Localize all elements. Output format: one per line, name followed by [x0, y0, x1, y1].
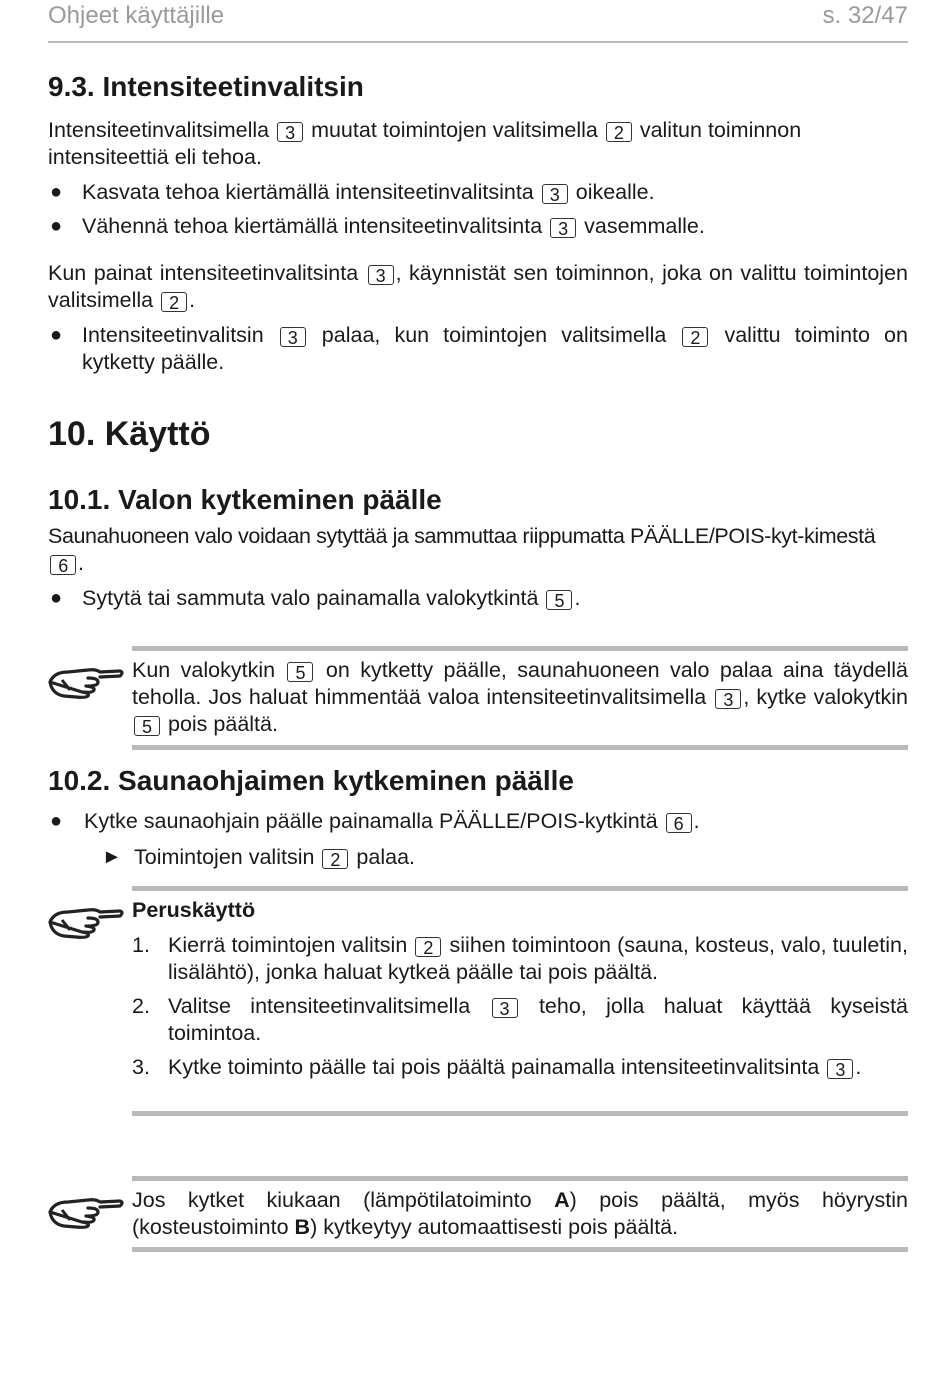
note-light-text: Kun valokytkin 5 on kytketty päälle, saunahuoneen valo palaa aina täydellä teholla. Jos haluat himmentää valoa intensiteetinvalitsimella 3 , kytke valokytkin 5 pois päältä.	[132, 658, 909, 737]
heading-10-2: 10.2. Saunaohjaimen kytkeminen päälle	[48, 765, 574, 796]
manual-page	[48, 0, 909, 1239]
key-2: 2	[161, 292, 187, 312]
key-5: 5	[546, 590, 572, 610]
key-3: 3	[277, 122, 303, 142]
key-3: 3	[715, 689, 741, 709]
key-6: 6	[666, 813, 692, 833]
result-arrow-icon: ►	[102, 846, 122, 868]
key-3: 3	[280, 327, 306, 347]
pointing-hand-icon	[48, 900, 124, 940]
s93-bullet-3: ● Intensiteetinvalitsin 3 palaa, kun toimintojen valitsimella 2 valittu toiminto on kytketty päälle.	[50, 323, 908, 374]
s93-paragraph-1: Intensiteetinvalitsimella 3 muutat toimintojen valitsimella 2 valitun toiminnon intensiteettiä eli tehoa.	[48, 118, 802, 169]
bullet-icon: ●	[50, 587, 63, 609]
note-heater	[48, 1176, 908, 1252]
s102-result: ► Toimintojen valitsin 2 palaa.	[102, 845, 416, 870]
bullet-icon: ●	[50, 324, 63, 346]
note-heater-text: Jos kytket kiukaan (lämpötilatoiminto A) pois päältä, myös höyrystin (kosteustoiminto B) kytkeytyy automaattisesti pois päältä.	[132, 1188, 908, 1239]
step-1: 1. Kierrä toimintojen valitsin 2 siihen toimintoon (sauna, kosteus, valo, tuuletin, lisälähtö), jonka haluat kytkeä päälle tai pois päältä.	[132, 933, 908, 984]
page-number: s. 32/47	[822, 2, 908, 29]
pointing-hand-icon	[48, 660, 124, 700]
s101-bullet: ● Sytytä tai sammuta valo painamalla valokytkintä 5 .	[50, 586, 581, 611]
key-2: 2	[322, 849, 348, 869]
page-header	[48, 0, 908, 43]
pointing-hand-icon	[48, 1190, 124, 1230]
step-3: 3. Kytke toiminto päälle tai pois päältä painamalla intensiteetinvalitsinta 3 .	[132, 1055, 862, 1080]
key-3: 3	[827, 1059, 853, 1079]
key-3: 3	[368, 265, 394, 285]
heading-9-3: 9.3. Intensiteetinvalitsin	[48, 71, 364, 102]
note-light	[48, 646, 908, 750]
key-3: 3	[542, 184, 568, 204]
key-3: 3	[492, 998, 518, 1018]
s101-paragraph: Saunahuoneen valo voidaan sytyttää ja sammuttaa riippumatta PÄÄLLE/POIS-kyt-kimestä 6 .	[48, 524, 876, 576]
s93-bullet-2: ● Vähennä tehoa kiertämällä intensiteetinvalitsinta 3 vasemmalle.	[50, 214, 705, 239]
s102-bullet: ● Kytke saunaohjain päälle painamalla PÄÄLLE/POIS-kytkintä 6 .	[50, 809, 700, 834]
key-2: 2	[682, 327, 708, 347]
note-title: Peruskäyttö	[132, 898, 256, 922]
step-2: 2. Valitse intensiteetinvalitsimella 3 teho, jolla haluat käyttää kyseistä toimintoa.	[132, 994, 909, 1045]
key-6: 6	[50, 555, 76, 575]
key-3: 3	[550, 218, 576, 238]
header-title: Ohjeet käyttäjille	[48, 2, 225, 29]
s93-bullet-1: ● Kasvata tehoa kiertämällä intensiteetinvalitsinta 3 oikealle.	[50, 180, 655, 205]
heading-10: 10. Käyttö	[48, 415, 211, 453]
bullet-icon: ●	[50, 215, 63, 237]
bullet-icon: ●	[50, 810, 63, 832]
key-5: 5	[287, 662, 313, 682]
s93-paragraph-2: Kun painat intensiteetinvalitsinta 3 , käynnistät sen toiminnon, joka on valittu toimintojen valitsimella 2 .	[48, 261, 908, 313]
key-5: 5	[134, 716, 160, 736]
heading-10-1: 10.1. Valon kytkeminen päälle	[48, 484, 442, 515]
bullet-icon: ●	[50, 181, 63, 203]
note-basic-use	[48, 886, 908, 1116]
key-2: 2	[415, 937, 441, 957]
key-2: 2	[606, 122, 632, 142]
